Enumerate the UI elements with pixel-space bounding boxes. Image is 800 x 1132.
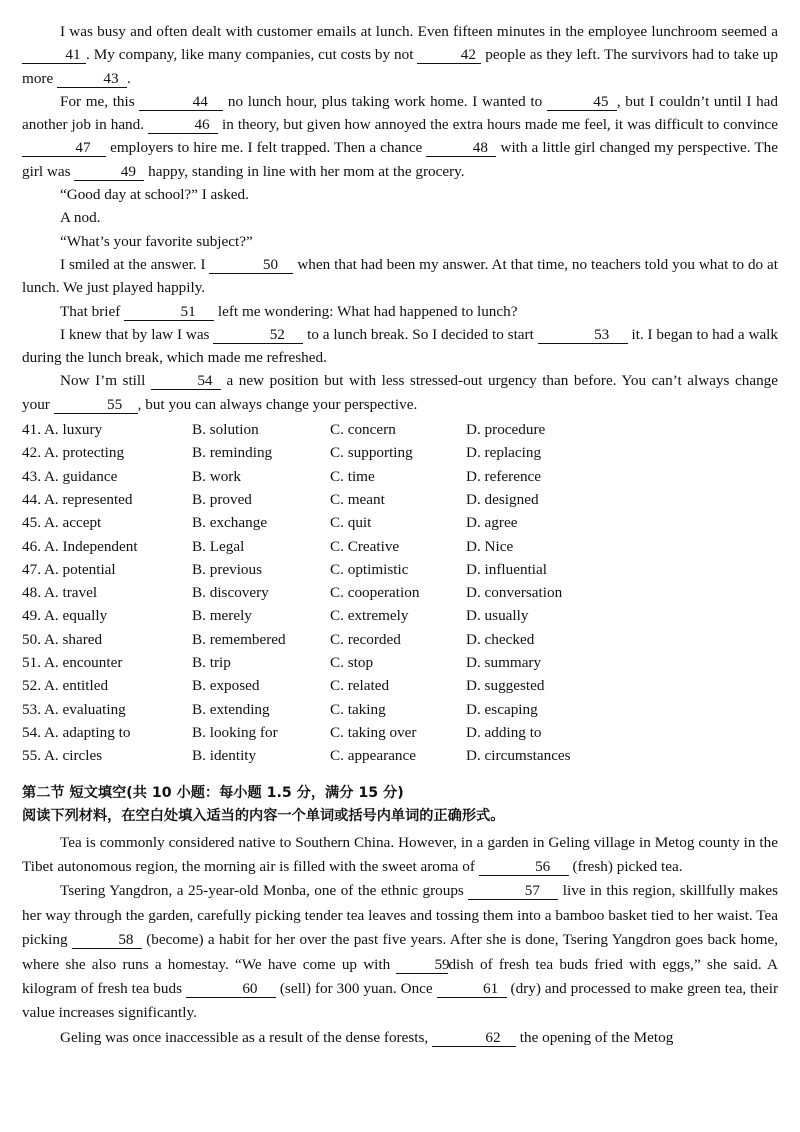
blank-51[interactable]: 51 (124, 303, 214, 321)
blank-54[interactable]: 54 (151, 372, 221, 390)
paragraph: Now I’m still 54 a new position but with less stressed-out urgency than before. You can’t always change your 55 , but you can always change your perspective. (22, 372, 779, 413)
option-row: 44. A. represented B. proved C. meant D. designed (22, 490, 539, 508)
blank-56[interactable]: 56 (479, 858, 569, 876)
paragraph: For me, this 44 no lunch hour, plus taking work home. I wanted to 45 , but I couldn’t until I had another job in hand. 46 in theory, but given how annoyed the extra hours made me feel, it was difficult to convince 47 employers to hire me. I felt trapped. Then a chance 48 with a little girl changed my perspective. The girl was 49 happy, standing in line with her mom at the grocery. (22, 92, 778, 180)
section-heading: 第二节 短文填空(共 10 小题：每小题 1.5 分，满分 15 分) (22, 784, 404, 801)
blank-46[interactable]: 46 (148, 116, 218, 134)
option-row: 50. A. shared B. remembered C. recorded D. checked (22, 630, 535, 648)
blank-57[interactable]: 57 (468, 882, 558, 900)
option-row: 45. A. accept B. exchange C. quit D. agree (22, 514, 518, 532)
paragraph: I smiled at the answer. I 50 when that had been my answer. At that time, no teachers told you what to do at lunch. We just played happily. (22, 255, 778, 297)
blank-62[interactable]: 62 (432, 1029, 516, 1047)
blank-48[interactable]: 48 (426, 139, 496, 157)
blank-43[interactable]: 43 (57, 70, 127, 88)
option-row: 49. A. equally B. merely C. extremely D. usually (22, 607, 529, 625)
paragraph: A nod. (60, 209, 101, 227)
option-row: 41. A. luxury B. solution C. concern D. procedure (22, 421, 546, 439)
option-row: 47. A. potential B. previous C. optimistic D. influential (22, 560, 547, 578)
blank-47[interactable]: 47 (22, 139, 106, 157)
blank-60[interactable]: 60 (186, 980, 276, 998)
option-row: 53. A. evaluating B. extending C. taking D. escaping (22, 700, 538, 718)
blank-42[interactable]: 42 (417, 46, 481, 64)
option-row: 46. A. Independent B. Legal C. Creative D. Nice (22, 537, 514, 555)
blank-55[interactable]: 55 (54, 396, 138, 414)
options-list (22, 418, 778, 767)
blank-52[interactable]: 52 (213, 326, 303, 344)
blank-53[interactable]: 53 (538, 326, 628, 344)
blank-44[interactable]: 44 (139, 93, 223, 111)
option-row: 48. A. travel B. discovery C. cooperation D. conversation (22, 584, 563, 602)
blank-49[interactable]: 49 (74, 163, 144, 181)
paragraph: Tea is commonly considered native to Southern China. However, in a garden in Geling village in Metog county in the Tibet autonomous region, the morning air is filled with the sweet aroma of 56 (fresh) picked tea. (22, 833, 778, 875)
blank-50[interactable]: 50 (209, 256, 293, 274)
paragraph: Geling was once inaccessible as a result of the dense forests, 62 the opening of the Metog (60, 1028, 674, 1046)
option-row: 42. A. protecting B. reminding C. supporting D. replacing (22, 444, 542, 462)
blank-45[interactable]: 45 (547, 93, 617, 111)
paragraph: “What’s your favorite subject?” (60, 232, 253, 250)
blank-41[interactable]: 41 (22, 46, 86, 64)
paragraph: Tsering Yangdron, a 25-year-old Monba, one of the ethnic groups 57 live in this region, skillfully makes her way through the garden, carefully picking tender tea leaves and tossing them into a bamboo basket tied to her waist. Tea picking 58 (become) a habit for her over the past five years. After she is done, Tsering Yangdron goes back home, where she also runs a homestay. “We have come up with 59dish of fresh tea buds fried with eggs,” she said. A kilogram of fresh tea buds 60 (sell) for 300 yuan. Once 61 (dry) and processed to make green tea, their value increases significantly. (22, 882, 778, 1022)
option-row: 55. A. circles B. identity C. appearance D. circumstances (22, 747, 571, 765)
blank-58[interactable]: 58 (72, 931, 142, 949)
exam-page (22, 20, 778, 1050)
paragraph: I knew that by law I was 52 to a lunch break. So I decided to start 53 it. I began to had a walk during the lunch break, which made me refreshed. (22, 325, 778, 367)
blank-61[interactable]: 61 (437, 980, 507, 998)
paragraph: “Good day at school?” I asked. (60, 186, 249, 204)
paragraph: I was busy and often dealt with customer emails at lunch. Even fifteen minutes in the employee lunchroom seemed a 41 . My company, like many companies, cut costs by not 42 people as they left. The survivors had to take up more 43 . (22, 23, 778, 87)
option-row: 51. A. encounter B. trip C. stop D. summary (22, 654, 542, 672)
blank-59[interactable]: 59 (396, 956, 448, 974)
option-row: 43. A. guidance B. work C. time D. reference (22, 467, 542, 485)
section-instruction: 阅读下列材料，在空白处填入适当的内容一个单词或括号内单词的正确形式。 (22, 807, 505, 824)
option-row: 54. A. adapting to B. looking for C. taking over D. adding to (22, 723, 542, 741)
paragraph: That brief 51 left me wondering: What had happened to lunch? (60, 302, 518, 320)
option-row: 52. A. entitled B. exposed C. related D. suggested (22, 677, 545, 695)
